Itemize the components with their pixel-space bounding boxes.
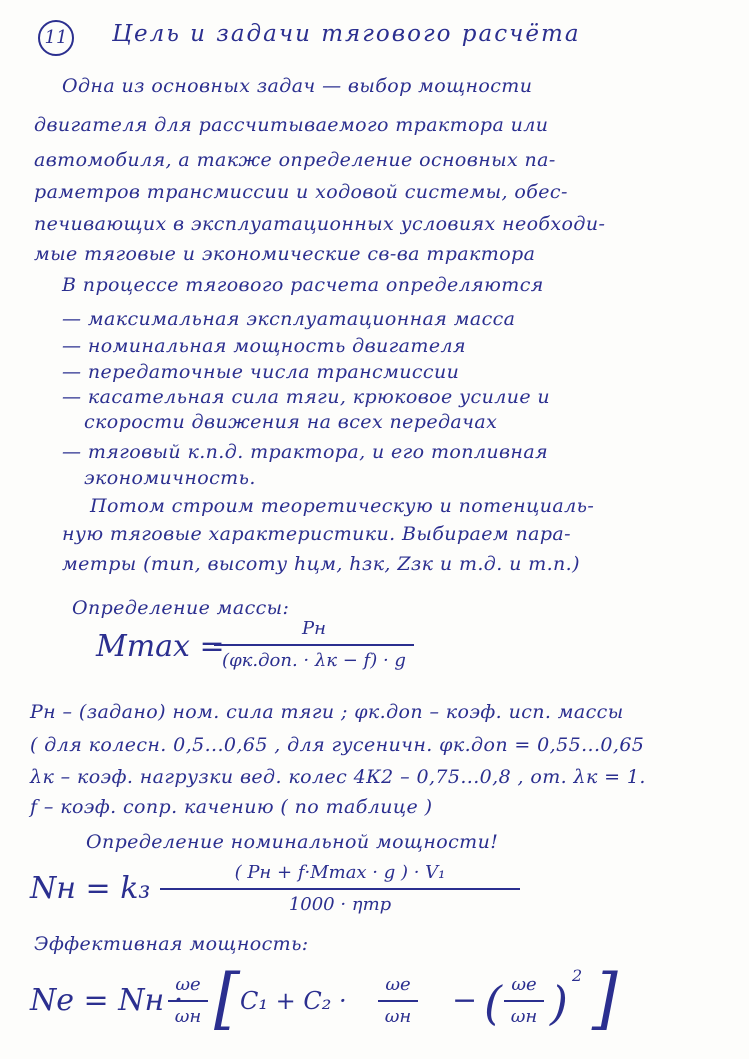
- formula-lhs: Mmax =: [96, 629, 225, 664]
- exponent: 2: [572, 966, 583, 985]
- text-line: Одна из основных задач — выбор мощности: [62, 75, 533, 97]
- speed-ratio: [168, 974, 208, 1028]
- fraction-denominator: (φк.доп. · λк − f) · g: [222, 650, 406, 671]
- bracket-open: [: [214, 960, 240, 1037]
- speed-ratio: [378, 974, 418, 1028]
- ratio-numerator: ωe: [385, 974, 411, 995]
- list-item: скорости движения на всех передачах: [84, 411, 498, 433]
- effective-power-heading: Эффективная мощность:: [34, 933, 309, 955]
- list-item: — максимальная эксплуатационная масса: [62, 308, 516, 330]
- text-line: раметров трансмиссии и ходовой системы, обес-: [34, 181, 568, 203]
- ratio-numerator: ωe: [175, 974, 201, 995]
- text-line: автомобиля, а также определение основных па-: [34, 149, 556, 171]
- formula-lhs: Ne = Nн ·: [30, 983, 184, 1018]
- fraction-bar: [378, 1000, 418, 1002]
- list-item: — передаточные числа трансмиссии: [62, 361, 460, 383]
- formula-lhs: Nн = k₃: [30, 871, 151, 906]
- power-heading: Определение номинальной мощности!: [86, 831, 499, 853]
- list-item: экономичность.: [84, 467, 256, 489]
- fraction-bar: [504, 1000, 544, 1002]
- formula-fraction: [160, 862, 520, 916]
- list-item: — касательная сила тяги, крюковое усилие и: [62, 386, 551, 408]
- page-title: Цель и задачи тягового расчёта: [112, 21, 581, 47]
- fraction-bar: [168, 1000, 208, 1002]
- ratio-numerator: ωe: [511, 974, 537, 995]
- ratio-denominator: ωн: [384, 1006, 412, 1027]
- legend-line: λк – коэф. нагрузки вед. колес 4К2 – 0,75...0,8 , от. λк = 1.: [30, 766, 646, 788]
- text-line: двигателя для рассчитываемого трактора или: [34, 114, 549, 136]
- legend-line: ( для колесн. 0,5...0,65 , для гусеничн. φк.доп = 0,55...0,65: [30, 734, 645, 756]
- fraction-bar: [214, 644, 414, 646]
- paren-open: (: [484, 976, 502, 1030]
- ratio-denominator: ωн: [174, 1006, 202, 1027]
- process-heading: В процессе тягового расчета определяются: [62, 274, 544, 296]
- list-item: — номинальная мощность двигателя: [62, 335, 466, 357]
- fraction-denominator: 1000 · ηтр: [288, 894, 392, 915]
- minus-sign: −: [452, 983, 478, 1018]
- text-line: Потом строим теоретическую и потенциаль-: [90, 495, 595, 517]
- page-number-circle: 11: [38, 20, 74, 56]
- text-line: метры (тип, высоту hцм, hзк, Zзк и т.д. и т.п.): [62, 553, 580, 575]
- fraction-bar: [160, 888, 520, 890]
- text-line: печивающих в эксплуатационных условиях необходи-: [34, 213, 606, 235]
- formula-fraction: [214, 618, 414, 672]
- fraction-numerator: Pн: [302, 618, 326, 639]
- list-item: — тяговый к.п.д. трактора, и его топливная: [62, 441, 549, 463]
- c-terms: C₁ + C₂ ·: [240, 987, 347, 1015]
- mass-heading: Определение массы:: [72, 597, 290, 619]
- text-line: ную тяговые характеристики. Выбираем пара-: [62, 523, 571, 545]
- legend-line: f – коэф. сопр. качению ( по таблице ): [30, 796, 433, 818]
- fraction-numerator: ( Pн + f·Mmax · g ) · V₁: [234, 862, 446, 883]
- text-line: мые тяговые и экономические св-ва трактора: [34, 243, 536, 265]
- ratio-denominator: ωн: [510, 1006, 538, 1027]
- paren-close: ): [550, 976, 568, 1030]
- legend-line: Pн – (задано) ном. сила тяги ; φк.доп – коэф. исп. массы: [30, 701, 624, 723]
- speed-ratio: [504, 974, 544, 1028]
- bracket-close: ]: [592, 960, 618, 1037]
